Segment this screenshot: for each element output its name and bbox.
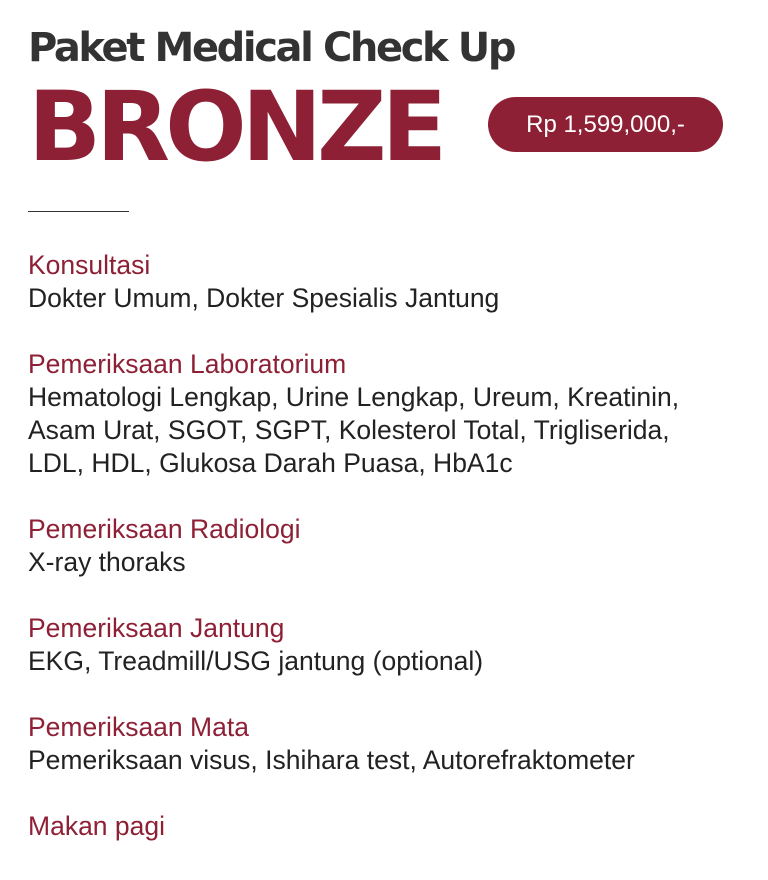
section-body: Hematologi Lengkap, Urine Lengkap, Ureum, Kreatinin, Asam Urat, SGOT, SGPT, Kolesterol Total, Trigliserida, LDL, HDL, Glukosa Darah Puasa, HbA1c [28,382,680,478]
section-body: X-ray thoraks [28,547,186,577]
section-title: Makan pagi [28,811,166,841]
package-tier: BRONZE [28,71,443,183]
section-title: Pemeriksaan Radiologi [28,514,301,544]
price-badge: Rp 1,599,000,- [488,97,723,152]
section-laboratorium [28,348,748,480]
package-contents [28,249,748,876]
section-body: Dokter Umum, Dokter Spesialis Jantung [28,283,500,313]
section-makan-pagi [28,810,748,843]
section-konsultasi [28,249,748,315]
section-title: Pemeriksaan Jantung [28,613,285,643]
section-body: EKG, Treadmill/USG jantung (optional) [28,646,484,676]
package-title: Paket Medical Check Up [28,25,515,71]
section-radiologi [28,513,748,579]
section-title: Pemeriksaan Laboratorium [28,349,347,379]
section-body: Pemeriksaan visus, Ishihara test, Autorefraktometer [28,745,635,775]
section-title: Pemeriksaan Mata [28,712,249,742]
section-mata [28,711,748,777]
section-title: Konsultasi [28,250,151,280]
section-jantung [28,612,748,678]
title-divider [28,211,129,212]
